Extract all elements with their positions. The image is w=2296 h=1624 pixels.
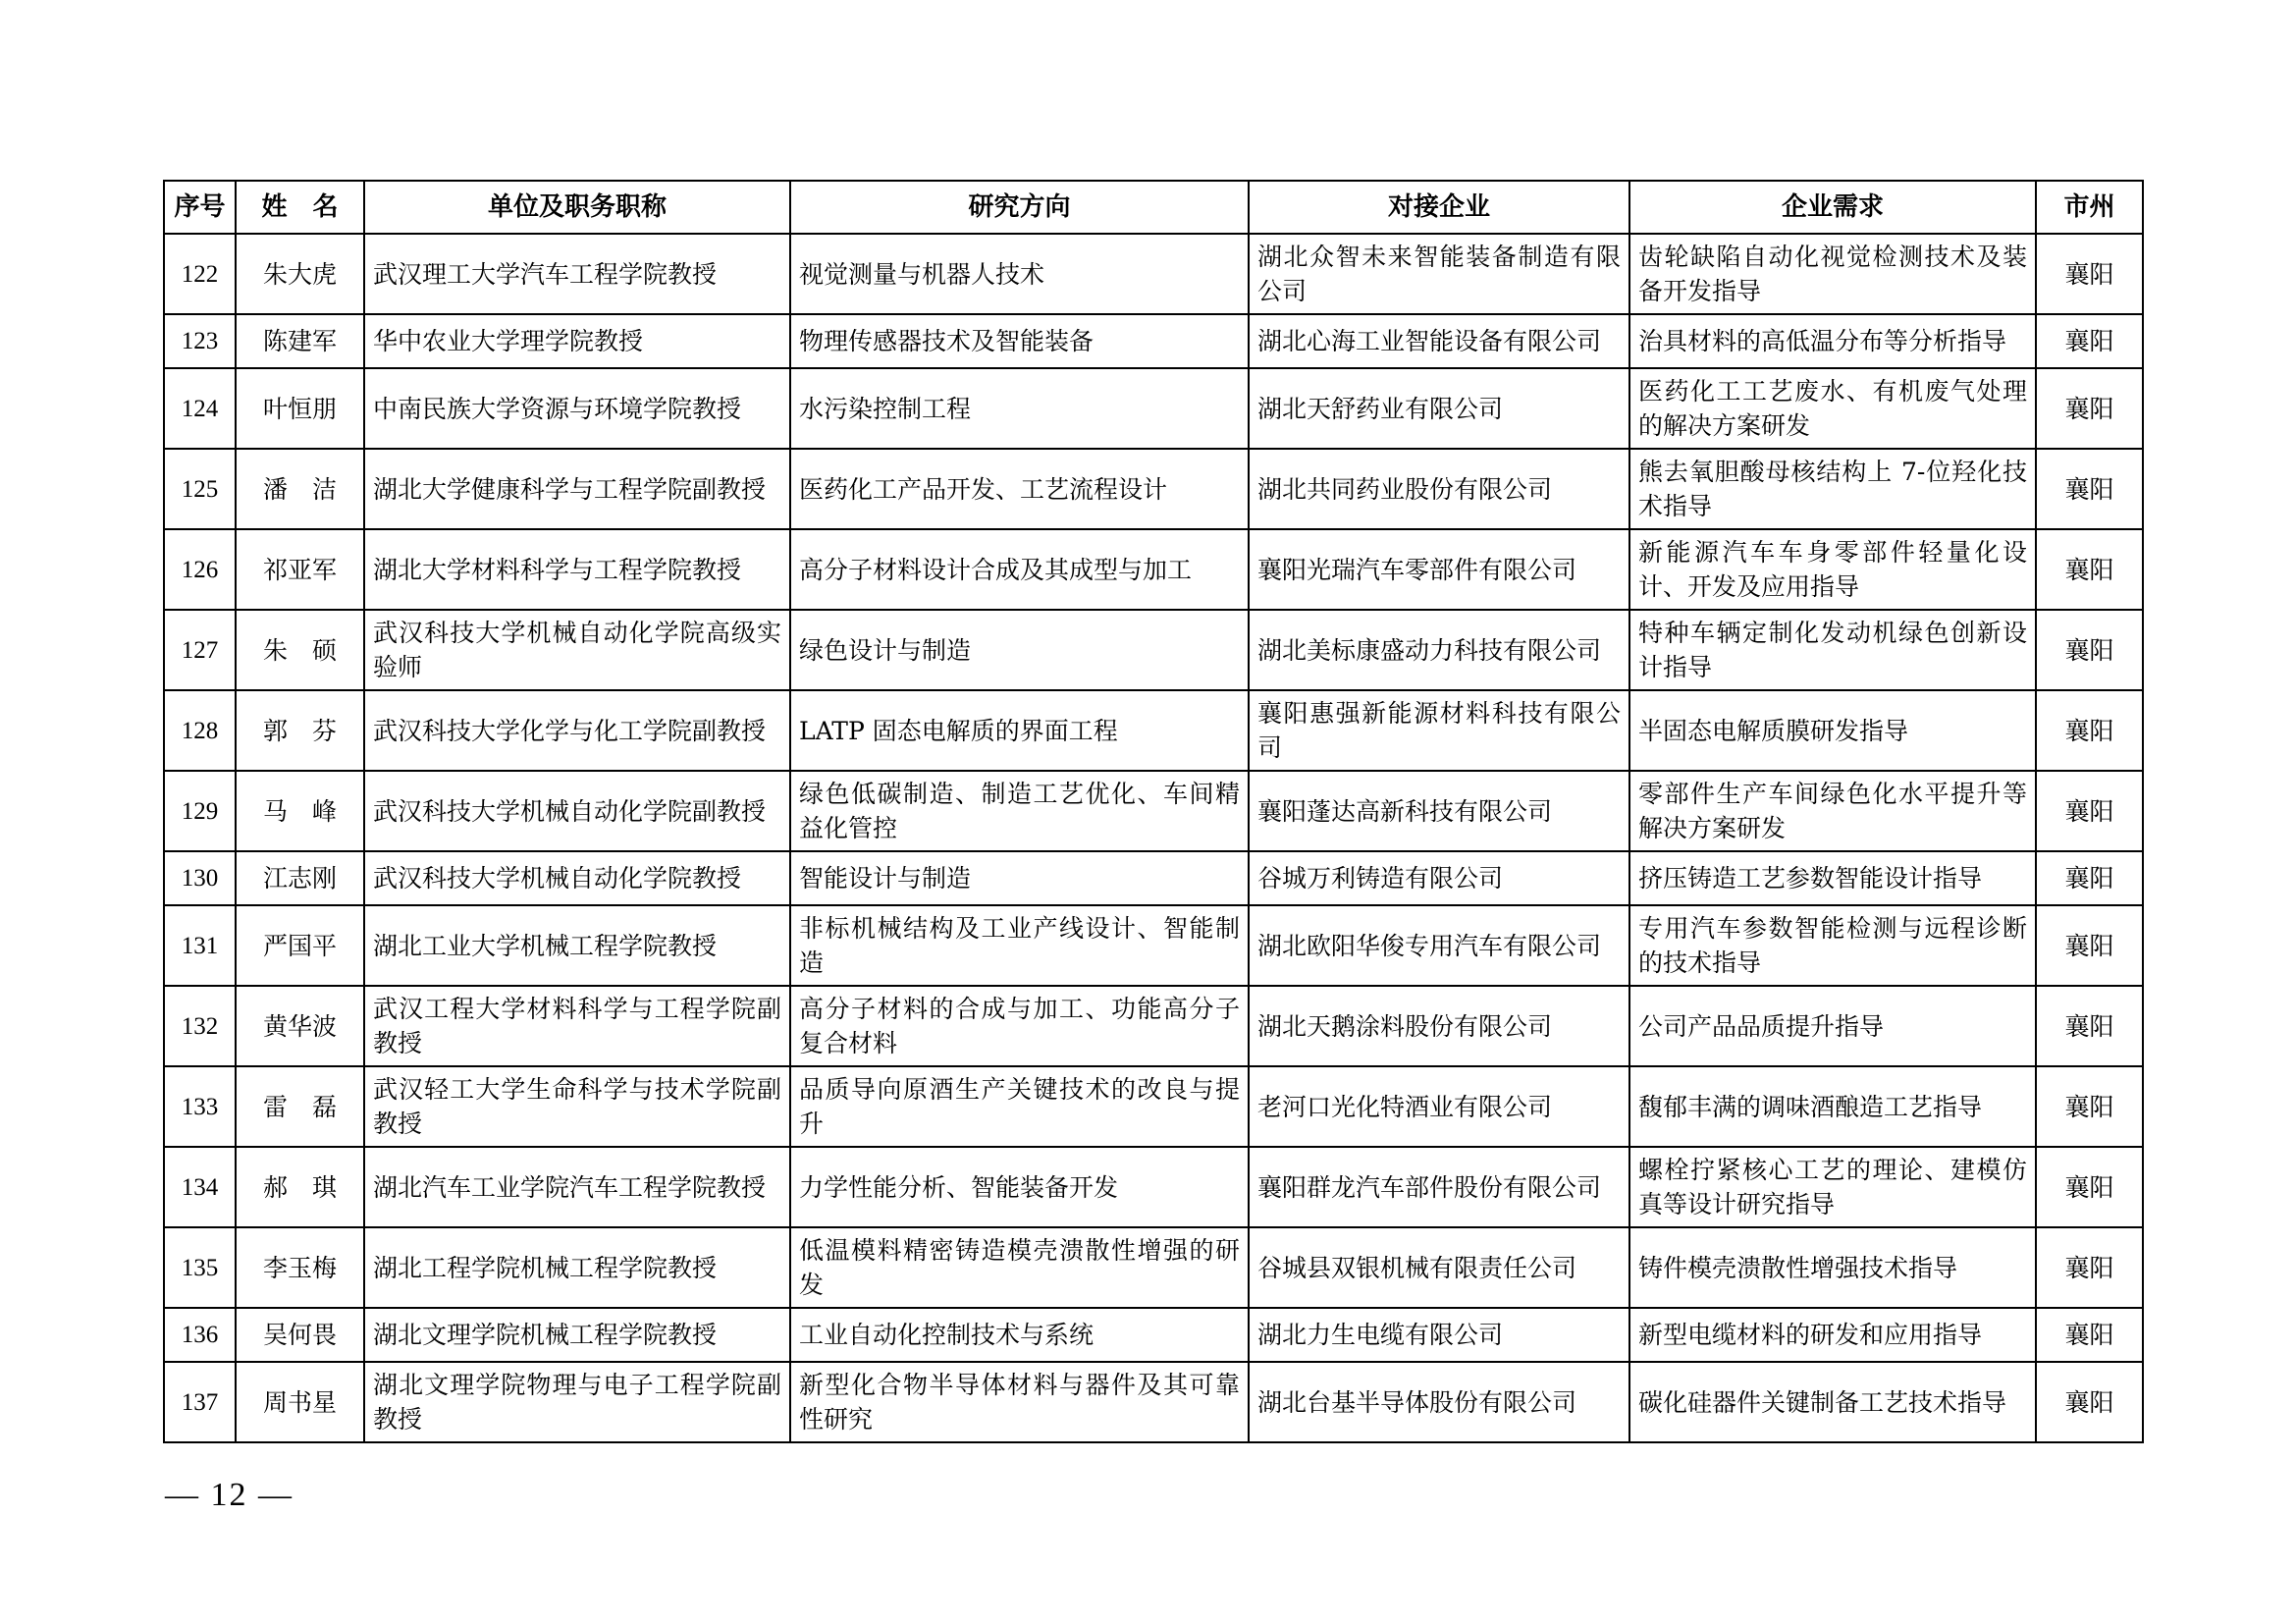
row-need-cell: 医药化工工艺废水、有机废气处理的解决方案研发 xyxy=(1629,368,2036,449)
row-direction-cell: 低温模料精密铸造模壳溃散性增强的研发 xyxy=(790,1227,1249,1308)
row-company-cell: 老河口光化特酒业有限公司 xyxy=(1249,1066,1629,1147)
row-direction-cell: 品质导向原酒生产关键技术的改良与提升 xyxy=(790,1066,1249,1147)
row-need-cell: 零部件生产车间绿色化水平提升等解决方案研发 xyxy=(1629,771,2036,851)
row-no-cell: 128 xyxy=(164,690,236,771)
row-no-cell: 132 xyxy=(164,986,236,1066)
row-city-cell: 襄阳 xyxy=(2036,529,2143,610)
row-city-cell: 襄阳 xyxy=(2036,449,2143,529)
page-number: — 12 — xyxy=(165,1477,294,1513)
row-company-cell: 谷城县双银机械有限责任公司 xyxy=(1249,1227,1629,1308)
row-company-cell: 湖北众智未来智能装备制造有限公司 xyxy=(1249,234,1629,314)
row-company-cell: 湖北天鹅涂料股份有限公司 xyxy=(1249,986,1629,1066)
table-row xyxy=(164,314,2143,368)
row-direction-cell: 非标机械结构及工业产线设计、智能制造 xyxy=(790,905,1249,986)
row-need-cell: 新能源汽车车身零部件轻量化设计、开发及应用指导 xyxy=(1629,529,2036,610)
table-row xyxy=(164,851,2143,905)
table-row xyxy=(164,1066,2143,1147)
header-direction: 研究方向 xyxy=(790,181,1249,234)
row-city-cell: 襄阳 xyxy=(2036,771,2143,851)
row-direction-cell: 智能设计与制造 xyxy=(790,851,1249,905)
row-city-cell: 襄阳 xyxy=(2036,1308,2143,1362)
row-company-cell: 湖北天舒药业有限公司 xyxy=(1249,368,1629,449)
expert-table xyxy=(163,180,2144,1443)
row-name-cell: 朱大虎 xyxy=(236,234,364,314)
row-direction-cell: 力学性能分析、智能装备开发 xyxy=(790,1147,1249,1227)
row-city-cell: 襄阳 xyxy=(2036,1066,2143,1147)
row-direction-cell: LATP 固态电解质的界面工程 xyxy=(790,690,1249,771)
row-company-cell: 襄阳惠强新能源材料科技有限公司 xyxy=(1249,690,1629,771)
header-unit: 单位及职务职称 xyxy=(364,181,790,234)
row-company-cell: 襄阳群龙汽车部件股份有限公司 xyxy=(1249,1147,1629,1227)
table-row xyxy=(164,905,2143,986)
row-no-cell: 131 xyxy=(164,905,236,986)
row-company-cell: 襄阳光瑞汽车零部件有限公司 xyxy=(1249,529,1629,610)
row-city-cell: 襄阳 xyxy=(2036,610,2143,690)
row-name-cell: 马 峰 xyxy=(236,771,364,851)
row-direction-cell: 新型化合物半导体材料与器件及其可靠性研究 xyxy=(790,1362,1249,1442)
row-city-cell: 襄阳 xyxy=(2036,986,2143,1066)
row-unit-cell: 武汉理工大学汽车工程学院教授 xyxy=(364,234,790,314)
row-need-cell: 特种车辆定制化发动机绿色创新设计指导 xyxy=(1629,610,2036,690)
row-company-cell: 襄阳蓬达高新科技有限公司 xyxy=(1249,771,1629,851)
row-company-cell: 湖北共同药业股份有限公司 xyxy=(1249,449,1629,529)
row-company-cell: 湖北心海工业智能设备有限公司 xyxy=(1249,314,1629,368)
row-no-cell: 134 xyxy=(164,1147,236,1227)
row-direction-cell: 水污染控制工程 xyxy=(790,368,1249,449)
row-name-cell: 吴何畏 xyxy=(236,1308,364,1362)
row-no-cell: 123 xyxy=(164,314,236,368)
row-name-cell: 李玉梅 xyxy=(236,1227,364,1308)
row-name-cell: 黄华波 xyxy=(236,986,364,1066)
row-no-cell: 124 xyxy=(164,368,236,449)
row-city-cell: 襄阳 xyxy=(2036,368,2143,449)
row-unit-cell: 武汉轻工大学生命科学与技术学院副教授 xyxy=(364,1066,790,1147)
row-unit-cell: 武汉工程大学材料科学与工程学院副教授 xyxy=(364,986,790,1066)
row-no-cell: 129 xyxy=(164,771,236,851)
row-need-cell: 治具材料的高低温分布等分析指导 xyxy=(1629,314,2036,368)
table-row xyxy=(164,690,2143,771)
row-unit-cell: 武汉科技大学机械自动化学院教授 xyxy=(364,851,790,905)
header-no: 序号 xyxy=(164,181,236,234)
row-city-cell: 襄阳 xyxy=(2036,314,2143,368)
row-unit-cell: 湖北工业大学机械工程学院教授 xyxy=(364,905,790,986)
row-name-cell: 严国平 xyxy=(236,905,364,986)
row-name-cell: 郭 芬 xyxy=(236,690,364,771)
row-direction-cell: 绿色设计与制造 xyxy=(790,610,1249,690)
row-need-cell: 碳化硅器件关键制备工艺技术指导 xyxy=(1629,1362,2036,1442)
row-name-cell: 祁亚军 xyxy=(236,529,364,610)
row-unit-cell: 武汉科技大学机械自动化学院高级实验师 xyxy=(364,610,790,690)
row-need-cell: 新型电缆材料的研发和应用指导 xyxy=(1629,1308,2036,1362)
row-need-cell: 专用汽车参数智能检测与远程诊断的技术指导 xyxy=(1629,905,2036,986)
header-need: 企业需求 xyxy=(1629,181,2036,234)
row-need-cell: 公司产品品质提升指导 xyxy=(1629,986,2036,1066)
row-city-cell: 襄阳 xyxy=(2036,905,2143,986)
row-direction-cell: 医药化工产品开发、工艺流程设计 xyxy=(790,449,1249,529)
row-unit-cell: 湖北工程学院机械工程学院教授 xyxy=(364,1227,790,1308)
row-need-cell: 半固态电解质膜研发指导 xyxy=(1629,690,2036,771)
row-city-cell: 襄阳 xyxy=(2036,234,2143,314)
row-unit-cell: 湖北大学健康科学与工程学院副教授 xyxy=(364,449,790,529)
row-name-cell: 叶恒朋 xyxy=(236,368,364,449)
row-city-cell: 襄阳 xyxy=(2036,1147,2143,1227)
table-row xyxy=(164,1147,2143,1227)
table-body xyxy=(164,234,2143,1442)
table-header-row xyxy=(164,181,2143,234)
row-need-cell: 挤压铸造工艺参数智能设计指导 xyxy=(1629,851,2036,905)
table-row xyxy=(164,986,2143,1066)
row-no-cell: 130 xyxy=(164,851,236,905)
row-company-cell: 湖北台基半导体股份有限公司 xyxy=(1249,1362,1629,1442)
row-unit-cell: 武汉科技大学化学与化工学院副教授 xyxy=(364,690,790,771)
row-no-cell: 122 xyxy=(164,234,236,314)
row-no-cell: 125 xyxy=(164,449,236,529)
row-direction-cell: 高分子材料的合成与加工、功能高分子复合材料 xyxy=(790,986,1249,1066)
row-direction-cell: 绿色低碳制造、制造工艺优化、车间精益化管控 xyxy=(790,771,1249,851)
header-name: 姓 名 xyxy=(236,181,364,234)
row-unit-cell: 湖北文理学院机械工程学院教授 xyxy=(364,1308,790,1362)
row-unit-cell: 华中农业大学理学院教授 xyxy=(364,314,790,368)
row-no-cell: 126 xyxy=(164,529,236,610)
row-name-cell: 朱 硕 xyxy=(236,610,364,690)
row-unit-cell: 湖北文理学院物理与电子工程学院副教授 xyxy=(364,1362,790,1442)
table-row xyxy=(164,771,2143,851)
table-row xyxy=(164,1362,2143,1442)
row-name-cell: 潘 洁 xyxy=(236,449,364,529)
row-company-cell: 湖北美标康盛动力科技有限公司 xyxy=(1249,610,1629,690)
row-need-cell: 铸件模壳溃散性增强技术指导 xyxy=(1629,1227,2036,1308)
row-direction-cell: 高分子材料设计合成及其成型与加工 xyxy=(790,529,1249,610)
row-name-cell: 陈建军 xyxy=(236,314,364,368)
table-row xyxy=(164,1308,2143,1362)
table-row xyxy=(164,1227,2143,1308)
row-unit-cell: 湖北汽车工业学院汽车工程学院教授 xyxy=(364,1147,790,1227)
row-company-cell: 湖北力生电缆有限公司 xyxy=(1249,1308,1629,1362)
table-row xyxy=(164,234,2143,314)
row-need-cell: 齿轮缺陷自动化视觉检测技术及装备开发指导 xyxy=(1629,234,2036,314)
table-row xyxy=(164,368,2143,449)
table-row xyxy=(164,529,2143,610)
header-company: 对接企业 xyxy=(1249,181,1629,234)
row-need-cell: 馥郁丰满的调味酒酿造工艺指导 xyxy=(1629,1066,2036,1147)
row-city-cell: 襄阳 xyxy=(2036,851,2143,905)
row-name-cell: 周书星 xyxy=(236,1362,364,1442)
row-need-cell: 熊去氧胆酸母核结构上 7-位羟化技术指导 xyxy=(1629,449,2036,529)
row-name-cell: 江志刚 xyxy=(236,851,364,905)
row-direction-cell: 工业自动化控制技术与系统 xyxy=(790,1308,1249,1362)
row-no-cell: 135 xyxy=(164,1227,236,1308)
row-need-cell: 螺栓拧紧核心工艺的理论、建模仿真等设计研究指导 xyxy=(1629,1147,2036,1227)
row-unit-cell: 武汉科技大学机械自动化学院副教授 xyxy=(364,771,790,851)
row-unit-cell: 湖北大学材料科学与工程学院教授 xyxy=(364,529,790,610)
header-city: 市州 xyxy=(2036,181,2143,234)
row-city-cell: 襄阳 xyxy=(2036,1227,2143,1308)
row-no-cell: 137 xyxy=(164,1362,236,1442)
row-direction-cell: 视觉测量与机器人技术 xyxy=(790,234,1249,314)
row-no-cell: 136 xyxy=(164,1308,236,1362)
row-company-cell: 湖北欧阳华俊专用汽车有限公司 xyxy=(1249,905,1629,986)
row-name-cell: 雷 磊 xyxy=(236,1066,364,1147)
row-no-cell: 127 xyxy=(164,610,236,690)
row-unit-cell: 中南民族大学资源与环境学院教授 xyxy=(364,368,790,449)
table-row xyxy=(164,610,2143,690)
table-row xyxy=(164,449,2143,529)
row-direction-cell: 物理传感器技术及智能装备 xyxy=(790,314,1249,368)
row-no-cell: 133 xyxy=(164,1066,236,1147)
row-city-cell: 襄阳 xyxy=(2036,690,2143,771)
row-company-cell: 谷城万利铸造有限公司 xyxy=(1249,851,1629,905)
row-city-cell: 襄阳 xyxy=(2036,1362,2143,1442)
row-name-cell: 郝 琪 xyxy=(236,1147,364,1227)
